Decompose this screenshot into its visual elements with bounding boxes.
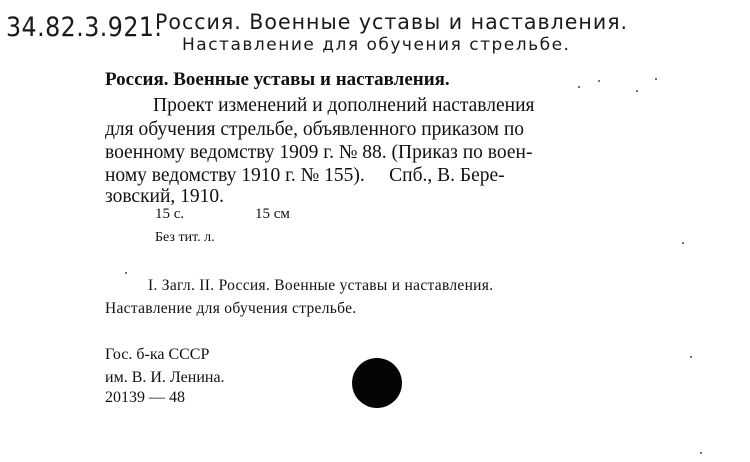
entry-body-line: зовский, 1910.	[105, 186, 225, 207]
speck	[700, 452, 702, 454]
tracing-line: Наставление для обучения стрельбе.	[105, 300, 357, 317]
entry-body-line: военному ведомству 1909 г. № 88. (Приказ по воен-	[105, 142, 533, 163]
speck	[125, 272, 127, 274]
tracing-line: I. Загл. II. Россия. Военные уставы и наставления.	[148, 277, 494, 294]
entry-heading: Россия. Военные уставы и наставления.	[105, 69, 450, 90]
speck	[598, 80, 600, 82]
speck	[690, 356, 692, 358]
handwritten-title: Наставление для обучения стрельбе.	[182, 35, 571, 55]
library-stamp-line: Гос. б-ка СССР	[105, 346, 210, 363]
handwritten-subject-heading: Россия. Военные уставы и наставления.	[155, 10, 629, 34]
speck	[655, 78, 657, 80]
library-stamp-line: 20139 — 48	[105, 389, 185, 406]
collation-pages: 15 с.	[155, 206, 185, 222]
library-stamp-line: им. В. И. Ленина.	[105, 369, 225, 386]
entry-body-line: Проект изменений и дополнений наставления	[153, 95, 535, 116]
speck	[578, 86, 580, 88]
entry-note: Без тит. л.	[155, 230, 215, 245]
entry-body-line: ному ведомству 1910 г. № 155). Спб., В. Бере-	[105, 165, 505, 186]
punch-hole	[352, 358, 402, 408]
speck	[682, 242, 684, 244]
entry-body-line: для обучения стрельбе, объявленного приказом по	[105, 119, 525, 140]
speck	[636, 90, 638, 92]
handwritten-classification-code: 34.82.3.921.	[6, 12, 163, 43]
collation-size: 15 см	[255, 206, 290, 222]
